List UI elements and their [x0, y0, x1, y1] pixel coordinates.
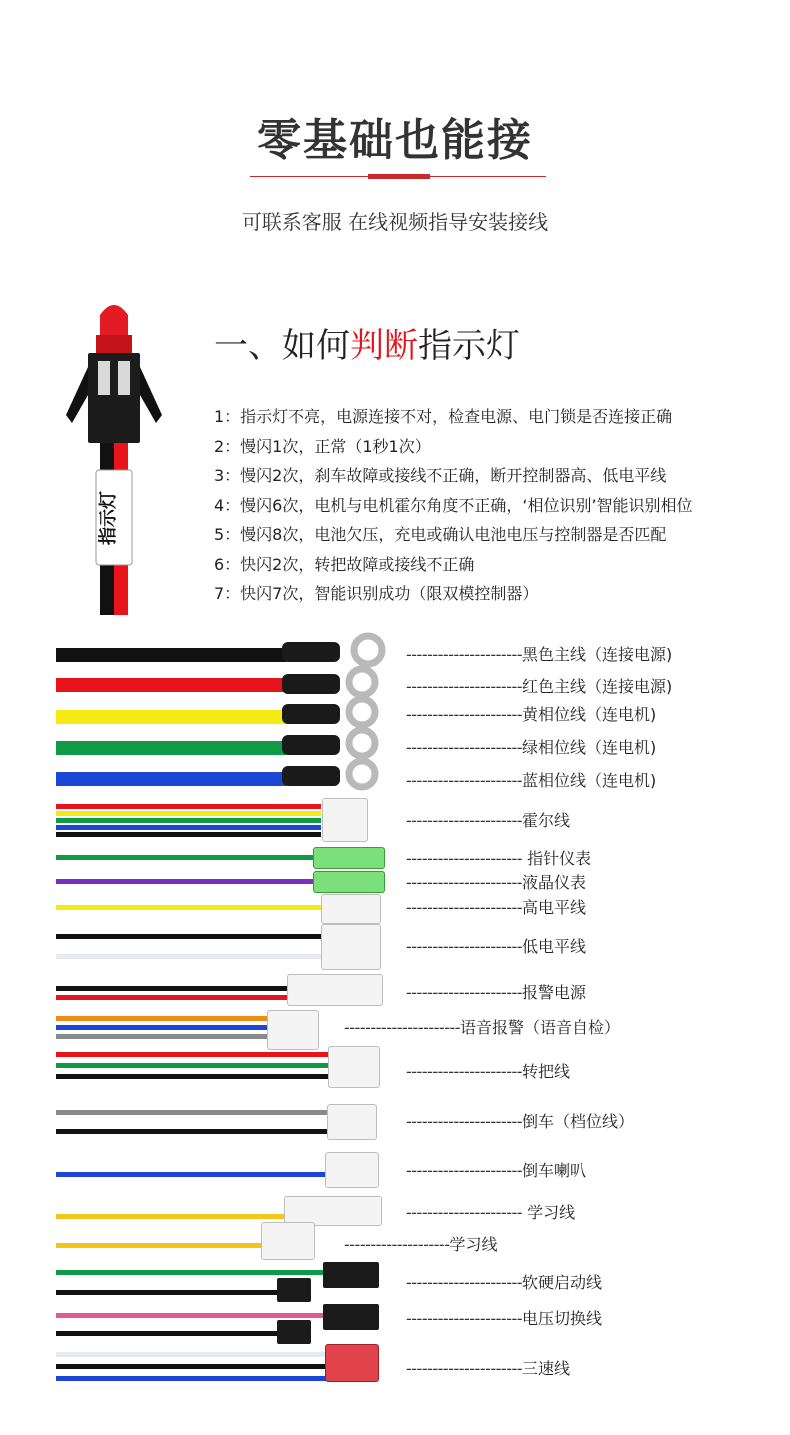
- label-meter-lcd: ----------------------液晶仪表: [406, 873, 587, 892]
- soft-start-wire-green: [56, 1270, 324, 1275]
- label-voice-alarm: ----------------------语音报警（语音自检）: [344, 1018, 621, 1037]
- meter-lcd-terminal: [313, 871, 385, 893]
- brake-low-wire-black: [56, 934, 322, 939]
- rule-item: 5：慢闪8次，电池欠压，充电或确认电池电压与控制器是否匹配: [214, 525, 667, 544]
- reverse-connector: [327, 1104, 377, 1140]
- section-heading-prefix: 一、如何: [214, 326, 350, 366]
- throttle-wire-green: [56, 1063, 329, 1068]
- label-alarm-power: ----------------------报警电源: [406, 983, 587, 1002]
- three-speed-wire-white: [56, 1352, 326, 1357]
- hall-connector: [322, 798, 368, 842]
- rule-item: 7：快闪7次，智能识别成功（限双模控制器）: [214, 584, 539, 603]
- three-speed-wire-black: [56, 1364, 326, 1369]
- red-main-wire: [56, 678, 286, 692]
- hall-wire-blue: [56, 825, 321, 830]
- reverse-horn-connector: [325, 1152, 379, 1188]
- page-title: 零基础也能接: [257, 115, 533, 166]
- rule-item: 4：慢闪6次，电机与电机霍尔角度不正确，‘相位识别’智能识别相位: [214, 495, 693, 515]
- voice-wire-blue: [56, 1025, 268, 1030]
- label-three-speed: ----------------------三速线: [406, 1359, 571, 1378]
- label-throttle: ----------------------转把线: [406, 1062, 571, 1081]
- rule-item: 6：快闪2次，转把故障或接线不正确: [214, 554, 475, 574]
- label-reverse: ----------------------倒车（档位线）: [406, 1112, 635, 1131]
- voice-wire-gray: [56, 1034, 268, 1039]
- learn-wire-2: [56, 1243, 262, 1248]
- throttle-wire-black: [56, 1074, 329, 1079]
- voice-wire-orange: [56, 1016, 268, 1021]
- soft-start-connector-b: [277, 1278, 311, 1302]
- rule-item: 2：慢闪1次，正常（1秒1次）: [214, 436, 431, 456]
- label-meter-pointer: ---------------------- 指针仪表: [406, 849, 592, 868]
- section-heading-suffix: 指示灯: [418, 326, 520, 366]
- meter-pointer-wire: [56, 855, 314, 860]
- section-heading: [214, 318, 520, 367]
- learn-connector-2: [261, 1222, 315, 1260]
- label-reverse-horn: ----------------------倒车喇叭: [406, 1161, 587, 1180]
- label-soft-hard-start: ----------------------软硬启动线: [406, 1273, 603, 1292]
- page-subtitle: 可联系客服 在线视频指导安装接线: [241, 210, 549, 234]
- meter-lcd-wire: [56, 879, 314, 884]
- brake-high-wire: [56, 905, 322, 910]
- voice-connector: [267, 1010, 319, 1050]
- rule-item: 1：指示灯不亮，电源连接不对，检查电源、电门锁是否连接正确: [214, 407, 673, 426]
- label-green-phase: ----------------------绿相位线（连电机): [406, 738, 657, 757]
- green-phase-wire: [56, 741, 286, 755]
- hall-wire-yellow: [56, 811, 321, 816]
- voltage-switch-connector-a: [323, 1304, 379, 1330]
- hall-wire-black: [56, 832, 321, 837]
- section-heading-highlight: 判断: [350, 326, 418, 366]
- label-voltage-switch: ----------------------电压切换线: [406, 1309, 603, 1328]
- hall-wire-red: [56, 804, 321, 809]
- throttle-wire-red: [56, 1052, 329, 1057]
- label-black-main: ----------------------黑色主线（连接电源): [406, 645, 673, 664]
- label-hall: ----------------------霍尔线: [406, 811, 571, 830]
- reverse-wire-gray: [56, 1110, 328, 1115]
- label-brake-high: ----------------------高电平线: [406, 898, 587, 917]
- label-yellow-phase: ----------------------黄相位线（连电机): [406, 705, 657, 724]
- brake-high-connector: [321, 894, 381, 924]
- three-speed-wire-blue: [56, 1376, 326, 1381]
- alarm-wire-black: [56, 986, 288, 991]
- title-divider-accent: [368, 174, 430, 179]
- ring-terminals: [282, 630, 392, 800]
- rule-item: 3：慢闪2次，刹车故障或接线不正确，断开控制器高、低电平线: [214, 466, 667, 485]
- soft-start-wire-black: [56, 1290, 280, 1295]
- indicator-tag-label: 指示灯: [98, 491, 118, 545]
- voltage-switch-connector-b: [277, 1320, 311, 1344]
- throttle-connector: [328, 1046, 380, 1088]
- label-brake-low: ----------------------低电平线: [406, 937, 587, 956]
- soft-start-connector-a: [323, 1262, 379, 1288]
- alarm-wire-red: [56, 995, 288, 1000]
- hall-wire-green: [56, 818, 321, 823]
- label-red-main: ----------------------红色主线（连接电源): [406, 677, 673, 696]
- label-learn-1: ---------------------- 学习线: [406, 1203, 576, 1222]
- voltage-switch-wire-black: [56, 1331, 280, 1336]
- black-main-wire: [56, 648, 286, 662]
- reverse-wire-black: [56, 1129, 328, 1134]
- indicator-rules-list: [214, 402, 693, 609]
- indicator-lamp-illustration: [62, 295, 172, 615]
- brake-low-wire-white: [56, 954, 322, 959]
- blue-phase-wire: [56, 772, 286, 786]
- label-blue-phase: ----------------------蓝相位线（连电机): [406, 771, 657, 790]
- yellow-phase-wire: [56, 710, 286, 724]
- alarm-connector: [287, 974, 383, 1006]
- three-speed-connector: [325, 1344, 379, 1382]
- learn-wire-1: [56, 1214, 288, 1219]
- brake-low-connector: [321, 924, 381, 970]
- meter-pointer-terminal: [313, 847, 385, 869]
- voltage-switch-wire-pink: [56, 1313, 324, 1318]
- reverse-horn-wire: [56, 1172, 326, 1177]
- label-learn-2: --------------------学习线: [344, 1235, 498, 1254]
